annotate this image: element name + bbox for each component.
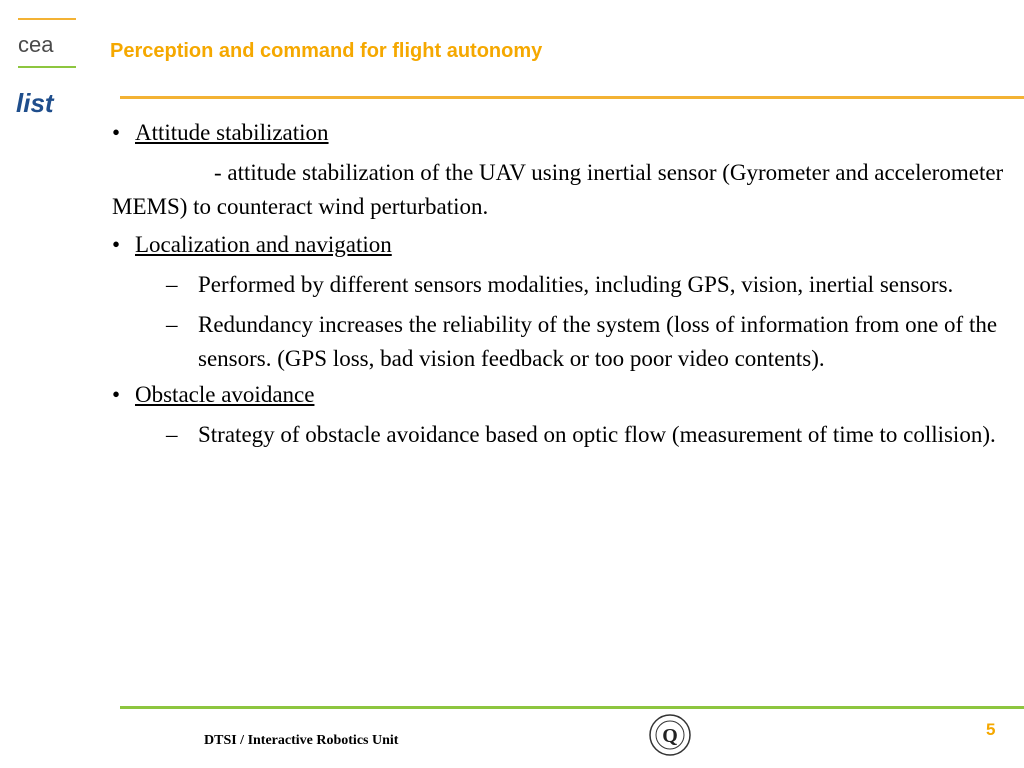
bullet-dot: • [112, 120, 121, 145]
sub-dash: – [166, 272, 178, 297]
bullet-attitude-stabilization [112, 116, 1012, 150]
bullet-dot: • [112, 382, 121, 407]
slide-content [112, 116, 1012, 452]
sub-item: – Redundancy increases the reliability of the system (loss of information from one of the sensors. (GPS loss, bad vision feedback or too poor video contents). [112, 308, 1012, 376]
title-rule [120, 96, 1024, 99]
logo-top-line [18, 18, 76, 20]
svg-text:Q: Q [662, 725, 678, 747]
svg-text:cea: cea [18, 34, 54, 56]
slide-title: Perception and command for flight autonomy [110, 40, 543, 62]
footer-rule [120, 706, 1024, 709]
list-logo-icon [16, 88, 78, 118]
bullet-heading: Localization and navigation [135, 232, 392, 257]
page-number: 5 [986, 720, 996, 739]
bullet-localization-navigation [112, 228, 1012, 262]
bullet-heading: Obstacle avoidance [135, 382, 315, 407]
sub-dash: – [166, 312, 178, 337]
cea-list-logo [14, 12, 80, 122]
sub-item: – Performed by different sensors modalities, including GPS, vision, inertial sensors. [112, 268, 1012, 302]
attitude-paragraph: - attitude stabilization of the UAV using inertial sensor (Gyrometer and accelerometer MEMS) to counteract wind perturbation. [112, 160, 1004, 219]
svg-text:list: list [16, 88, 54, 118]
cea-logo-icon [18, 34, 76, 56]
logo-bottom-line [18, 66, 76, 68]
bullet-dot: • [112, 232, 121, 257]
sub-item: – Strategy of obstacle avoidance based on optic flow (measurement of time to collision). [112, 418, 1012, 452]
quality-certification-icon [645, 713, 695, 757]
bullet-obstacle-avoidance [112, 378, 1012, 412]
sub-dash: – [166, 422, 178, 447]
footer-unit-label: DTSI / Interactive Robotics Unit [204, 733, 399, 748]
bullet-heading: Attitude stabilization [135, 120, 329, 145]
